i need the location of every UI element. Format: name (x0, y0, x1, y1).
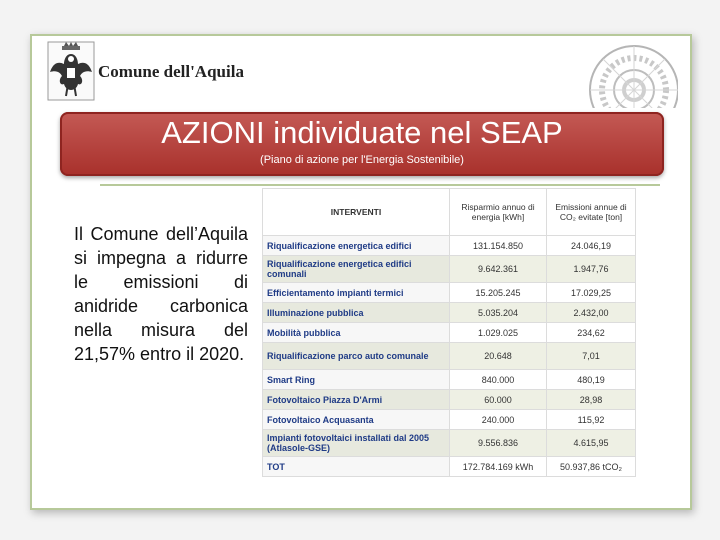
intervento-cell: Riqualificazione parco auto comunale (263, 343, 450, 370)
risparmio-cell: 172.784.169 kWh (450, 457, 547, 477)
emissioni-cell: 17.029,25 (547, 283, 636, 303)
title-banner (60, 112, 664, 176)
risparmio-cell: 9.642.361 (450, 256, 547, 283)
table-header-row (263, 189, 636, 236)
emissioni-cell: 50.937,86 tCO₂ (547, 457, 636, 477)
emissioni-cell: 28,98 (547, 390, 636, 410)
column-header-risparmio: Risparmio annuo di energia [kWh] (450, 189, 547, 236)
intervento-cell: Fotovoltaico Piazza D'Armi (263, 390, 450, 410)
risparmio-cell: 15.205.245 (450, 283, 547, 303)
emissioni-cell: 7,01 (547, 343, 636, 370)
intervento-cell: Smart Ring (263, 370, 450, 390)
coat-of-arms-eagle-icon (46, 40, 96, 102)
table-row (263, 430, 636, 457)
intervento-cell: Fotovoltaico Acquasanta (263, 410, 450, 430)
intervento-cell: Riqualificazione energetica edifici (263, 236, 450, 256)
intervento-cell: TOT (263, 457, 450, 477)
divider (100, 184, 660, 186)
emissioni-cell: 1.947,76 (547, 256, 636, 283)
intervento-cell: Impianti fotovoltaici installati dal 2005 (Atlasole-GSE) (263, 430, 450, 457)
table-row (263, 323, 636, 343)
seap-actions-table (262, 188, 636, 484)
table-row (263, 343, 636, 370)
risparmio-cell: 1.029.025 (450, 323, 547, 343)
table-row (263, 410, 636, 430)
risparmio-cell: 20.648 (450, 343, 547, 370)
organization-name: Comune dell'Aquila (98, 62, 244, 81)
emissioni-cell: 234,62 (547, 323, 636, 343)
risparmio-cell: 5.035.204 (450, 303, 547, 323)
emissioni-cell: 115,92 (547, 410, 636, 430)
table-row (263, 236, 636, 256)
column-header-emissioni: Emissioni annue di CO₂ evitate [ton] (547, 189, 636, 236)
risparmio-cell: 60.000 (450, 390, 547, 410)
page-title: AZIONI individuate nel SEAP (161, 115, 563, 150)
table-row (263, 256, 636, 283)
intervento-cell: Illuminazione pubblica (263, 303, 450, 323)
table-row (263, 283, 636, 303)
risparmio-cell: 240.000 (450, 410, 547, 430)
intervento-cell: Mobilità pubblica (263, 323, 450, 343)
table-row (263, 390, 636, 410)
table-row (263, 370, 636, 390)
emissioni-cell: 2.432,00 (547, 303, 636, 323)
emissioni-cell: 4.615,95 (547, 430, 636, 457)
emissioni-cell: 24.046,19 (547, 236, 636, 256)
rose-window-icon (588, 44, 678, 108)
table-row (263, 303, 636, 323)
risparmio-cell: 9.556.836 (450, 430, 547, 457)
page-subtitle: (Piano di azione per l'Energia Sostenibile) (260, 154, 464, 166)
intervento-cell: Riqualificazione energetica edifici comunali (263, 256, 450, 283)
intervento-cell: Efficientamento impianti termici (263, 283, 450, 303)
risparmio-cell: 131.154.850 (450, 236, 547, 256)
emissioni-cell: 480,19 (547, 370, 636, 390)
commitment-text: Il Comune dell’Aquila si impegna a ridurre le emissioni di anidride carbonica nella misura del 21,57% entro il 2020. (74, 224, 248, 364)
table-total-row (263, 457, 636, 477)
risparmio-cell: 840.000 (450, 370, 547, 390)
column-header-interventi: INTERVENTI (263, 189, 450, 236)
